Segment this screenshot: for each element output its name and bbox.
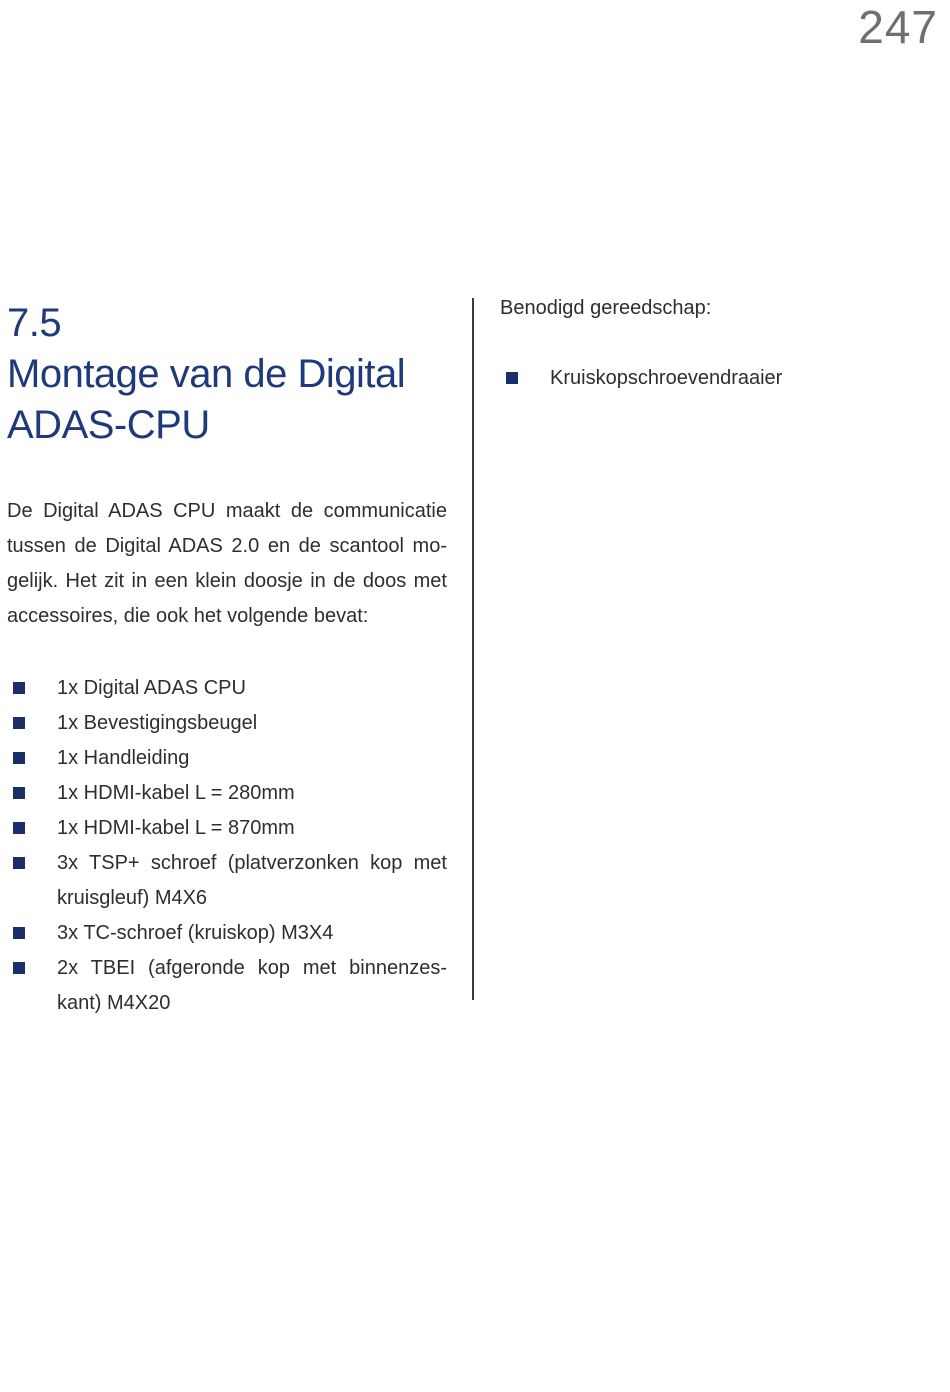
list-item	[7, 741, 447, 776]
tools-list	[500, 362, 930, 394]
list-item-text: 1x Digital ADAS CPU	[57, 677, 246, 699]
list-item-text: Kruiskopschroevendraaier	[550, 367, 783, 389]
list-item-text: 2x TBEI (afgeronde kop met binnenzes-kant) M4X20	[57, 957, 447, 1014]
section-heading	[7, 298, 447, 451]
page-number: 247	[858, 1, 938, 53]
list-item	[7, 811, 447, 846]
section-title-line-1: Montage van de Digital	[7, 352, 406, 396]
list-item	[7, 916, 447, 951]
square-bullet-icon	[13, 717, 25, 729]
square-bullet-icon	[13, 682, 25, 694]
tools-heading: Benodigd gereedschap:	[500, 297, 712, 319]
intro-paragraph: De Digital ADAS CPU maakt de communicatie tussen de Digital ADAS 2.0 en de scantool mo-gelijk. Het zit in een klein doosje in de doos met accessoires, die ook het volgende bevat:	[7, 500, 447, 627]
list-item	[500, 362, 930, 394]
section-number: 7.5	[7, 301, 62, 345]
square-bullet-icon	[13, 752, 25, 764]
list-item	[7, 706, 447, 741]
list-item-text: 1x HDMI-kabel L = 280mm	[57, 782, 295, 804]
column-divider	[472, 298, 474, 1000]
square-bullet-icon	[506, 372, 518, 384]
section-title-line-2: ADAS-CPU	[7, 403, 210, 447]
square-bullet-icon	[13, 822, 25, 834]
list-item	[7, 951, 447, 1021]
right-column	[500, 292, 930, 394]
list-item	[7, 671, 447, 706]
list-item-text: 1x HDMI-kabel L = 870mm	[57, 817, 295, 839]
contents-list	[7, 671, 447, 1021]
list-item-text: 1x Bevestigingsbeugel	[57, 712, 258, 734]
list-item	[7, 846, 447, 916]
list-item-text: 1x Handleiding	[57, 747, 190, 769]
square-bullet-icon	[13, 927, 25, 939]
square-bullet-icon	[13, 787, 25, 799]
square-bullet-icon	[13, 962, 25, 974]
list-item-text: 3x TSP+ schroef (platverzonken kop met kruisgleuf) M4X6	[57, 852, 447, 909]
square-bullet-icon	[13, 857, 25, 869]
list-item	[7, 776, 447, 811]
left-column	[7, 298, 447, 1021]
list-item-text: 3x TC-schroef (kruiskop) M3X4	[57, 922, 334, 944]
